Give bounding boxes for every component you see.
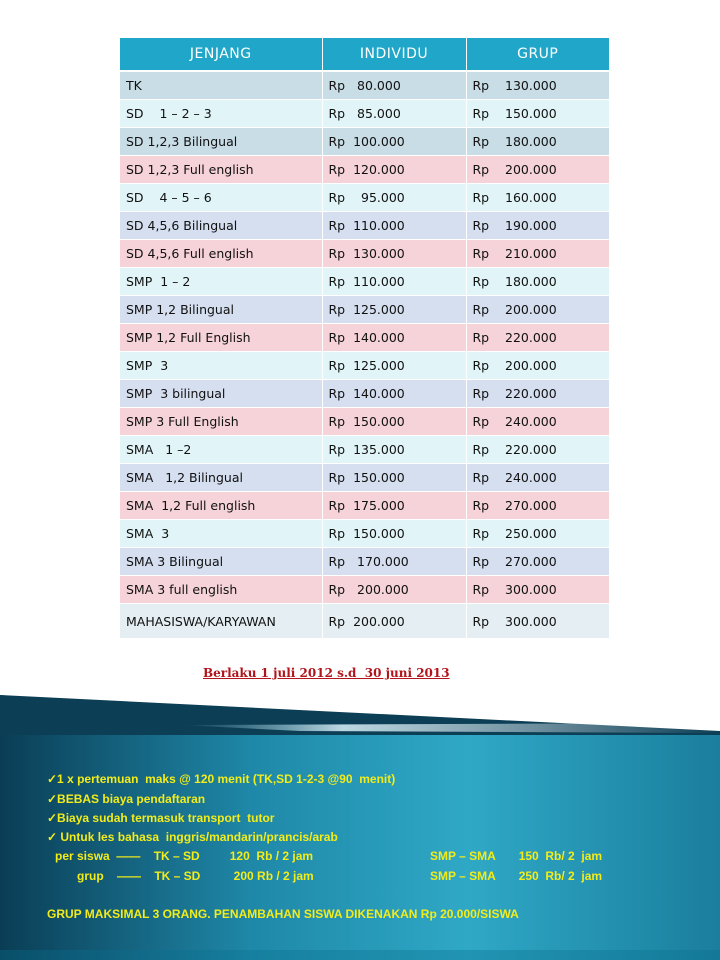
note-free-registration: ✓BEBAS biaya pendaftaran bbox=[47, 792, 206, 806]
price-table-body bbox=[120, 71, 609, 639]
table-row bbox=[120, 268, 609, 296]
table-row bbox=[120, 380, 609, 408]
group-limit-note: GRUP MAKSIMAL 3 ORANG. PENAMBAHAN SISWA DIKENAKAN Rp 20.000/SISWA bbox=[47, 907, 519, 921]
notes-panel bbox=[0, 695, 720, 960]
cell-jenjang: SD 4,5,6 Bilingual bbox=[120, 212, 322, 240]
table-row bbox=[120, 604, 609, 639]
cell-individu: Rp 200.000 bbox=[322, 576, 466, 604]
table-row bbox=[120, 492, 609, 520]
per-siswa-smp-sma-price: SMP – SMA 150 Rb/ 2 jam bbox=[430, 849, 603, 863]
cell-grup: Rp 150.000 bbox=[466, 100, 609, 128]
cell-grup: Rp 270.000 bbox=[466, 492, 609, 520]
cell-jenjang: SMA 3 Bilingual bbox=[120, 548, 322, 576]
cell-individu: Rp 150.000 bbox=[322, 464, 466, 492]
cell-grup: Rp 200.000 bbox=[466, 296, 609, 324]
cell-grup: Rp 200.000 bbox=[466, 352, 609, 380]
cell-jenjang: SMA 3 full english bbox=[120, 576, 322, 604]
table-row bbox=[120, 436, 609, 464]
cell-jenjang: TK bbox=[120, 71, 322, 100]
table-row bbox=[120, 100, 609, 128]
cell-jenjang: SMA 1 –2 bbox=[120, 436, 322, 464]
per-siswa-price: per siswa —— TK – SD 120 Rb / 2 jam bbox=[55, 849, 314, 863]
cell-grup: Rp 250.000 bbox=[466, 520, 609, 548]
table-row bbox=[120, 464, 609, 492]
cell-individu: Rp 170.000 bbox=[322, 548, 466, 576]
cell-individu: Rp 120.000 bbox=[322, 156, 466, 184]
cell-jenjang: SMA 1,2 Full english bbox=[120, 492, 322, 520]
table-row bbox=[120, 240, 609, 268]
cell-individu: Rp 175.000 bbox=[322, 492, 466, 520]
cell-grup: Rp 240.000 bbox=[466, 464, 609, 492]
grup-price: grup —— TK – SD 200 Rb / 2 jam bbox=[77, 869, 314, 883]
cell-individu: Rp 130.000 bbox=[322, 240, 466, 268]
cell-grup: Rp 240.000 bbox=[466, 408, 609, 436]
note-language-lessons: ✓ Untuk les bahasa inggris/mandarin/prancis/arab bbox=[47, 830, 338, 844]
cell-jenjang: SMP 1 – 2 bbox=[120, 268, 322, 296]
cell-grup: Rp 200.000 bbox=[466, 156, 609, 184]
header-individu: INDIVIDU bbox=[322, 38, 466, 71]
cell-jenjang: SMP 3 bilingual bbox=[120, 380, 322, 408]
cell-grup: Rp 300.000 bbox=[466, 604, 609, 639]
table-row bbox=[120, 296, 609, 324]
table-row bbox=[120, 408, 609, 436]
table-row bbox=[120, 156, 609, 184]
cell-individu: Rp 95.000 bbox=[322, 184, 466, 212]
cell-individu: Rp 110.000 bbox=[322, 268, 466, 296]
note-session-duration: ✓1 x pertemuan maks @ 120 menit (TK,SD 1-2-3 @90 menit) bbox=[47, 772, 396, 786]
cell-jenjang: SMA 1,2 Bilingual bbox=[120, 464, 322, 492]
cell-individu: Rp 135.000 bbox=[322, 436, 466, 464]
cell-individu: Rp 200.000 bbox=[322, 604, 466, 639]
table-row bbox=[120, 352, 609, 380]
cell-individu: Rp 150.000 bbox=[322, 408, 466, 436]
cell-individu: Rp 150.000 bbox=[322, 520, 466, 548]
cell-individu: Rp 85.000 bbox=[322, 100, 466, 128]
cell-grup: Rp 160.000 bbox=[466, 184, 609, 212]
cell-grup: Rp 210.000 bbox=[466, 240, 609, 268]
cell-grup: Rp 180.000 bbox=[466, 268, 609, 296]
table-header-row bbox=[120, 38, 609, 71]
cell-grup: Rp 130.000 bbox=[466, 71, 609, 100]
cell-jenjang: SMP 3 Full English bbox=[120, 408, 322, 436]
table-row bbox=[120, 71, 609, 100]
cell-jenjang: SD 1,2,3 Bilingual bbox=[120, 128, 322, 156]
cell-jenjang: SMP 1,2 Bilingual bbox=[120, 296, 322, 324]
table-row bbox=[120, 548, 609, 576]
validity-period: Berlaku 1 juli 2012 s.d 30 juni 2013 bbox=[203, 666, 450, 680]
header-jenjang: JENJANG bbox=[120, 38, 322, 71]
cell-jenjang: SD 4,5,6 Full english bbox=[120, 240, 322, 268]
cell-jenjang: SMP 1,2 Full English bbox=[120, 324, 322, 352]
grup-smp-sma-price: SMP – SMA 250 Rb/ 2 jam bbox=[430, 869, 603, 883]
table-row bbox=[120, 324, 609, 352]
cell-grup: Rp 270.000 bbox=[466, 548, 609, 576]
table-row bbox=[120, 184, 609, 212]
cell-individu: Rp 140.000 bbox=[322, 324, 466, 352]
table-row bbox=[120, 520, 609, 548]
cell-grup: Rp 180.000 bbox=[466, 128, 609, 156]
table-row bbox=[120, 212, 609, 240]
cell-individu: Rp 140.000 bbox=[322, 380, 466, 408]
cell-individu: Rp 110.000 bbox=[322, 212, 466, 240]
cell-jenjang: SD 4 – 5 – 6 bbox=[120, 184, 322, 212]
note-transport-included: ✓Biaya sudah termasuk transport tutor bbox=[47, 811, 275, 825]
cell-grup: Rp 220.000 bbox=[466, 380, 609, 408]
price-table bbox=[120, 38, 609, 639]
cell-grup: Rp 190.000 bbox=[466, 212, 609, 240]
cell-individu: Rp 80.000 bbox=[322, 71, 466, 100]
cell-grup: Rp 300.000 bbox=[466, 576, 609, 604]
cell-individu: Rp 100.000 bbox=[322, 128, 466, 156]
cell-grup: Rp 220.000 bbox=[466, 436, 609, 464]
cell-individu: Rp 125.000 bbox=[322, 296, 466, 324]
cell-jenjang: MAHASISWA/KARYAWAN bbox=[120, 604, 322, 639]
table-row bbox=[120, 576, 609, 604]
header-grup: GRUP bbox=[466, 38, 609, 71]
cell-jenjang: SD 1,2,3 Full english bbox=[120, 156, 322, 184]
cell-grup: Rp 220.000 bbox=[466, 324, 609, 352]
cell-individu: Rp 125.000 bbox=[322, 352, 466, 380]
table-row bbox=[120, 128, 609, 156]
cell-jenjang: SMA 3 bbox=[120, 520, 322, 548]
cell-jenjang: SMP 3 bbox=[120, 352, 322, 380]
cell-jenjang: SD 1 – 2 – 3 bbox=[120, 100, 322, 128]
